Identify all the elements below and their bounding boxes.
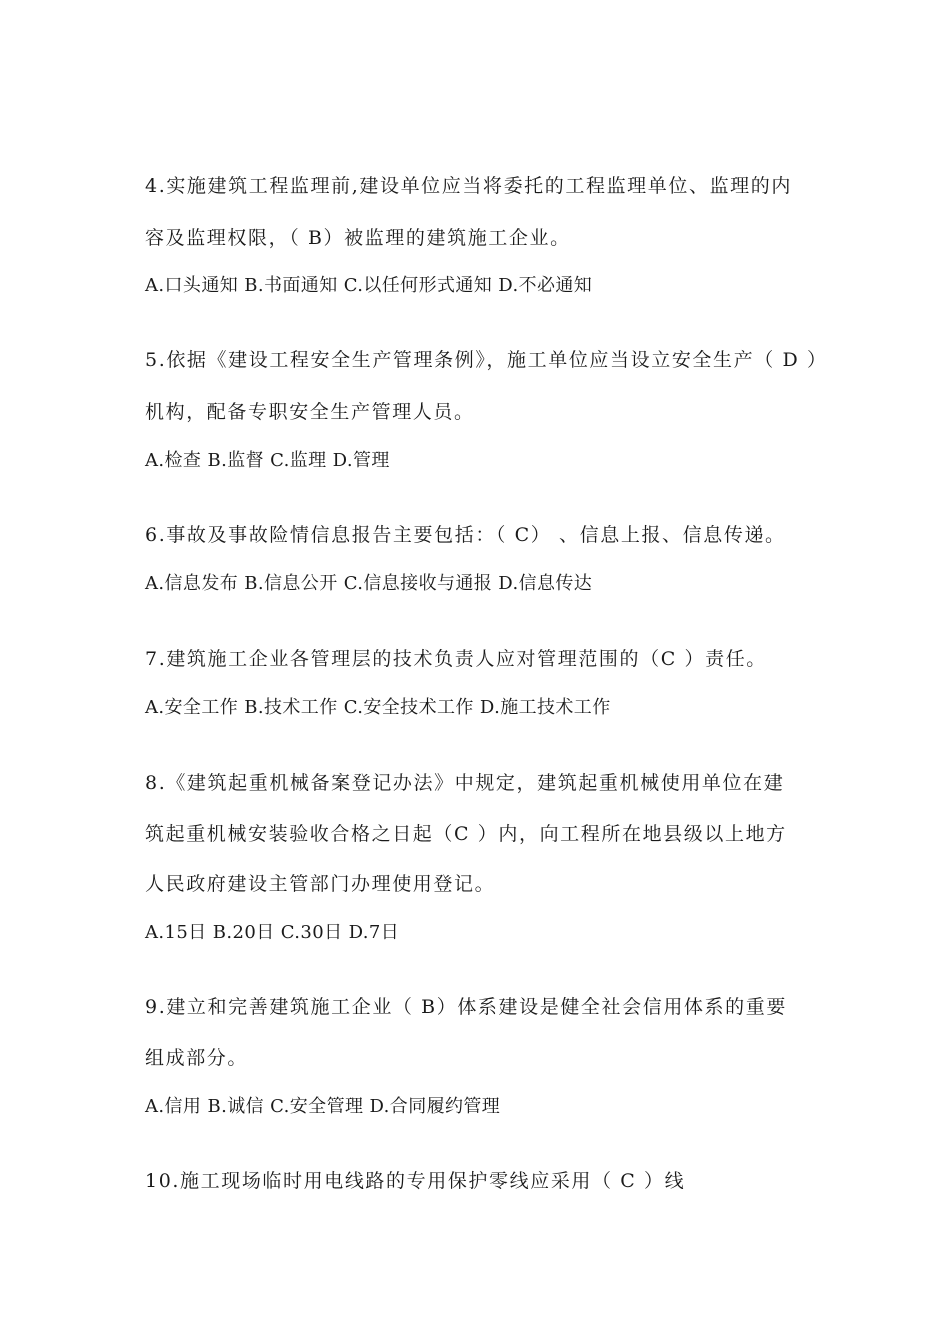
question-4-stem-line-2: 容及监理权限，（ B）被监理的建筑施工企业。 — [145, 227, 571, 249]
question-7-options: A.安全工作 B.技术工作 C.安全技术工作 D.施工技术工作 — [145, 697, 611, 718]
question-8-stem-line-1: 8.《建筑起重机械备案登记办法》中规定，建筑起重机械使用单位在建 — [145, 772, 785, 794]
question-5-stem-line-2: 机构，配备专职安全生产管理人员。 — [145, 401, 475, 423]
question-9-options: A.信用 B.诚信 C.安全管理 D.合同履约管理 — [145, 1096, 501, 1117]
question-9-stem-line-1: 9.建立和完善建筑施工企业（ B）体系建设是健全社会信用体系的重要 — [145, 996, 787, 1018]
question-5-options: A.检查 B.监督 C.监理 D.管理 — [145, 450, 390, 471]
question-5-stem-line-1: 5.依据《建设工程安全生产管理条例》，施工单位应当设立安全生产（ D ） — [145, 349, 828, 371]
question-8-options: A.15日 B.20日 C.30日 D.7日 — [145, 922, 400, 943]
question-4-options: A.口头通知 B.书面通知 C.以任何形式通知 D.不必通知 — [145, 275, 593, 296]
question-8-stem-line-2: 筑起重机械安装验收合格之日起（C ）内，向工程所在地县级以上地方 — [145, 823, 787, 845]
question-4-stem-line-1: 4.实施建筑工程监理前,建设单位应当将委托的工程监理单位、监理的内 — [145, 175, 792, 197]
question-6-options: A.信息发布 B.信息公开 C.信息接收与通报 D.信息传达 — [145, 573, 593, 594]
question-10-stem-line-1: 10.施工现场临时用电线路的专用保护零线应采用（ C ）线 — [145, 1170, 686, 1192]
question-8-stem-line-3: 人民政府建设主管部门办理使用登记。 — [145, 873, 496, 895]
question-7-stem-line-1: 7.建筑施工企业各管理层的技术负责人应对管理范围的（C ）责任。 — [145, 648, 767, 670]
question-6-stem-line-1: 6.事故及事故险情信息报告主要包括：（ C） 、信息上报、信息传递。 — [145, 524, 786, 546]
question-9-stem-line-2: 组成部分。 — [145, 1047, 249, 1069]
